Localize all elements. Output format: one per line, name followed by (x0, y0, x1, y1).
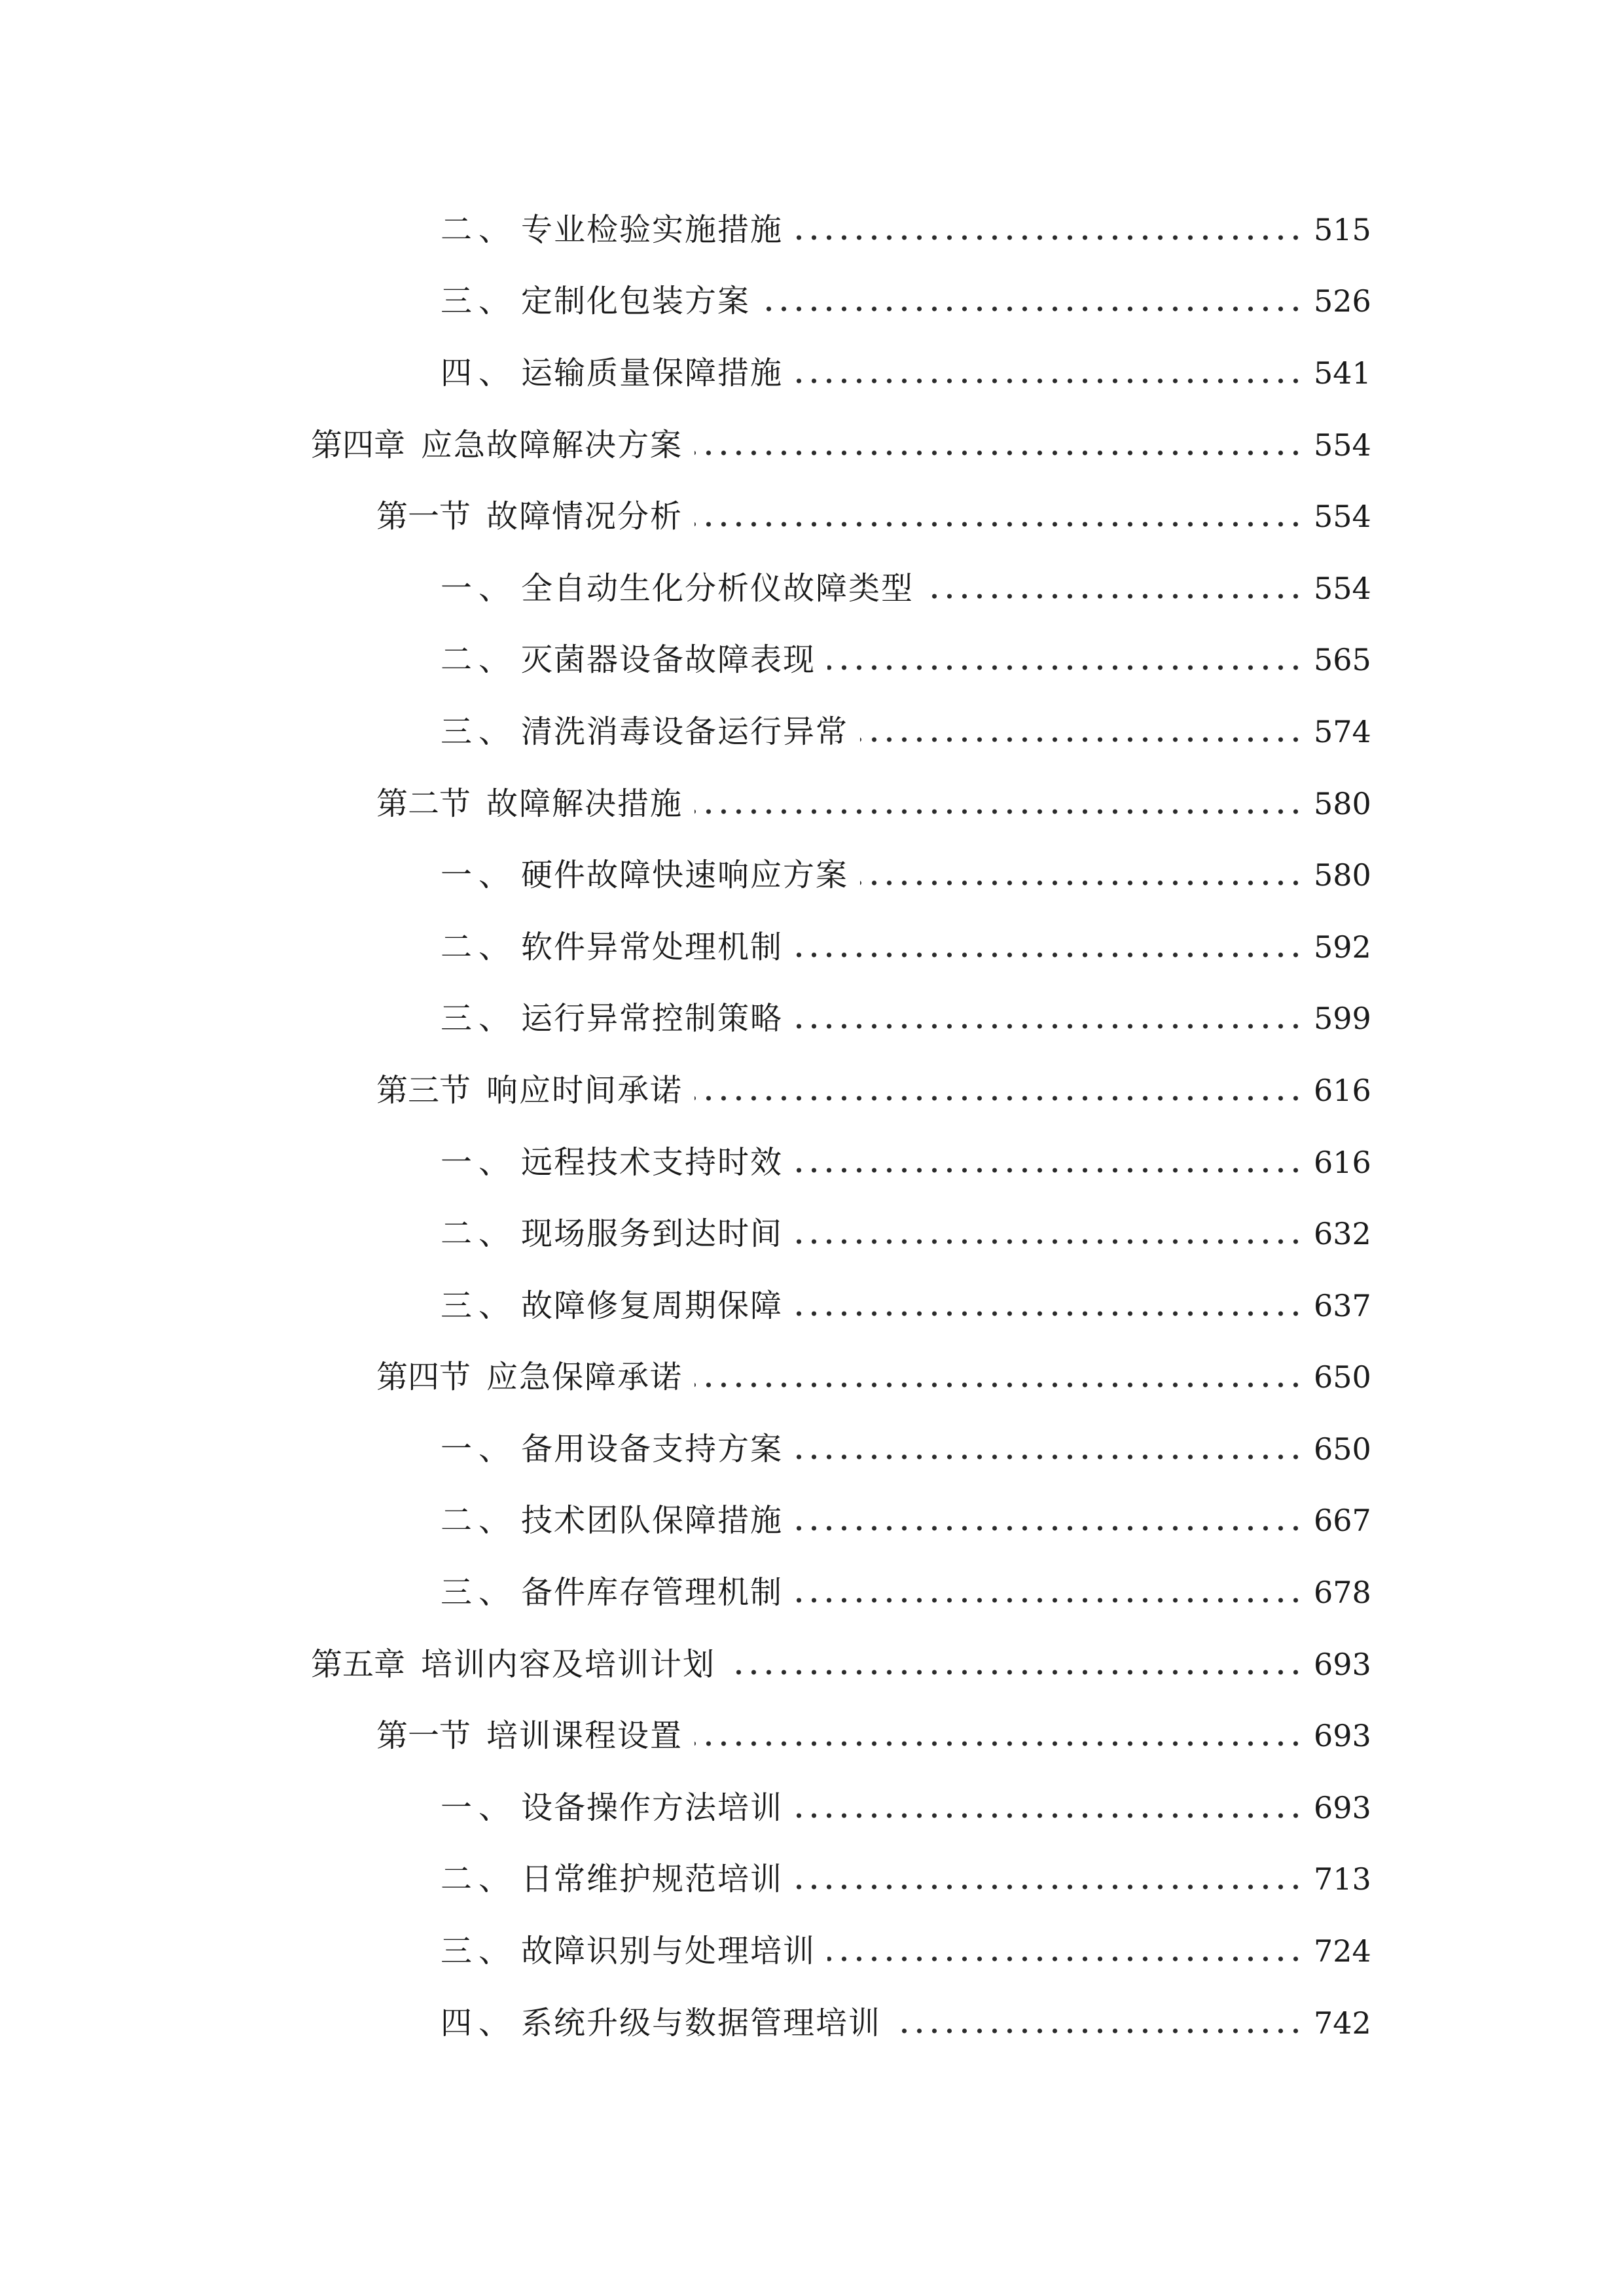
toc-entry-number: 四、 (441, 354, 517, 391)
dot-leader (795, 1239, 1303, 1244)
toc-entry-number: 第一节 (376, 1717, 471, 1755)
dot-leader (695, 1382, 1303, 1388)
dot-leader (795, 1813, 1303, 1818)
dot-leader (762, 306, 1303, 312)
dot-leader (795, 952, 1303, 958)
toc-entry-number: 一、 (441, 1143, 517, 1181)
toc-entry-title: 软件异常处理机制 (521, 928, 784, 965)
dot-leader (827, 1956, 1303, 1962)
toc-entry-page-number: 713 (1314, 1861, 1371, 1897)
toc-entry-title: 备用设备支持方案 (521, 1430, 784, 1467)
dot-leader (795, 1168, 1303, 1173)
toc-entry-number: 一、 (441, 1430, 517, 1467)
toc-entry-number: 三、 (441, 1287, 517, 1324)
toc-entry-page-number: 580 (1314, 785, 1371, 821)
toc-entry-section[interactable] (0, 1126, 1624, 1198)
toc-entry-section[interactable] (0, 624, 1624, 696)
toc-entry-section[interactable] (0, 1844, 1624, 1916)
toc-entry-number: 第五章 (311, 1645, 406, 1683)
dot-leader (795, 235, 1303, 240)
toc-entry-section[interactable] (0, 337, 1624, 409)
toc-entry-section[interactable] (0, 1485, 1624, 1557)
toc-entry-title: 应急保障承诺 (486, 1359, 683, 1396)
toc-entry-section[interactable] (0, 552, 1624, 624)
toc-entry-number: 二、 (441, 641, 517, 679)
toc-entry-part[interactable] (0, 480, 1624, 552)
toc-entry-page-number: 693 (1314, 1646, 1371, 1682)
toc-entry-page-number: 580 (1314, 857, 1371, 893)
toc-entry-page-number: 565 (1314, 642, 1371, 678)
toc-entry-title: 运行异常控制策略 (521, 1000, 784, 1037)
toc-entry-title: 专业检验实施措施 (521, 211, 784, 248)
toc-entry-page-number: 554 (1314, 499, 1371, 535)
dot-leader (727, 1670, 1303, 1675)
toc-entry-page-number: 616 (1314, 1072, 1371, 1108)
toc-entry-title: 现场服务到达时间 (521, 1215, 784, 1253)
dot-leader (795, 1598, 1303, 1603)
toc-entry-section[interactable] (0, 1556, 1624, 1628)
toc-entry-number: 三、 (441, 713, 517, 750)
toc-entry-page-number: 693 (1314, 1718, 1371, 1754)
toc-entry-number: 二、 (441, 211, 517, 248)
toc-entry-section[interactable] (0, 1413, 1624, 1485)
dot-leader (795, 1526, 1303, 1531)
toc-entry-title: 日常维护规范培训 (521, 1861, 784, 1898)
toc-entry-section[interactable] (0, 194, 1624, 266)
toc-entry-title: 故障情况分析 (486, 498, 683, 535)
toc-entry-number: 四、 (441, 2004, 517, 2041)
toc-entry-title: 培训内容及培训计划 (421, 1645, 716, 1683)
toc-entry-chapter[interactable] (0, 409, 1624, 481)
dot-leader (695, 809, 1303, 814)
toc-entry-section[interactable] (0, 911, 1624, 983)
toc-entry-title: 技术团队保障措施 (521, 1502, 784, 1539)
dot-leader (795, 1024, 1303, 1029)
toc-entry-part[interactable] (0, 1054, 1624, 1126)
toc-entry-section[interactable] (0, 1772, 1624, 1844)
toc-entry-page-number: 637 (1314, 1287, 1371, 1323)
dot-leader (795, 378, 1303, 384)
toc-entry-title: 远程技术支持时效 (521, 1143, 784, 1181)
toc-entry-title: 响应时间承诺 (486, 1071, 683, 1109)
toc-entry-page-number: 678 (1314, 1575, 1371, 1611)
toc-entry-number: 第二节 (376, 785, 471, 822)
toc-entry-number: 二、 (441, 928, 517, 965)
toc-entry-section[interactable] (0, 696, 1624, 768)
toc-entry-part[interactable] (0, 1342, 1624, 1414)
toc-entry-page-number: 616 (1314, 1144, 1371, 1180)
toc-entry-number: 第一节 (376, 498, 471, 535)
toc-entry-title: 硬件故障快速响应方案 (521, 857, 849, 894)
toc-entry-title: 故障解决措施 (486, 785, 683, 822)
toc-entry-part[interactable] (0, 1700, 1624, 1772)
toc-entry-section[interactable] (0, 983, 1624, 1055)
toc-entry-number: 二、 (441, 1861, 517, 1898)
dot-leader (695, 1096, 1303, 1101)
dot-leader (695, 450, 1303, 456)
toc-entry-section[interactable] (0, 1987, 1624, 2059)
toc-entry-page-number: 599 (1314, 1001, 1371, 1037)
toc-entry-number: 第四章 (311, 426, 406, 463)
toc-entry-title: 备件库存管理机制 (521, 1574, 784, 1611)
toc-entry-title: 定制化包装方案 (521, 283, 751, 320)
dot-leader (795, 1311, 1303, 1316)
dot-leader (827, 665, 1303, 670)
toc-entry-title: 运输质量保障措施 (521, 354, 784, 391)
toc-entry-title: 设备操作方法培训 (521, 1789, 784, 1826)
toc-entry-number: 三、 (441, 283, 517, 320)
dot-leader (860, 880, 1303, 886)
toc-entry-title: 清洗消毒设备运行异常 (521, 713, 849, 750)
toc-entry-page-number: 650 (1314, 1431, 1371, 1467)
toc-entry-page-number: 526 (1314, 283, 1371, 319)
toc-entry-page-number: 650 (1314, 1359, 1371, 1395)
dot-leader (795, 1454, 1303, 1460)
toc-entry-page-number: 554 (1314, 570, 1371, 606)
toc-entry-number: 二、 (441, 1215, 517, 1253)
toc-entry-section[interactable] (0, 1198, 1624, 1270)
toc-entry-number: 三、 (441, 1933, 517, 1970)
toc-entry-number: 三、 (441, 1574, 517, 1611)
toc-entry-chapter[interactable] (0, 1628, 1624, 1700)
toc-entry-part[interactable] (0, 768, 1624, 840)
dot-leader (795, 1884, 1303, 1890)
toc-entry-page-number: 541 (1314, 355, 1371, 391)
toc-entry-number: 三、 (441, 1000, 517, 1037)
toc-entry-number: 第三节 (376, 1071, 471, 1109)
toc-entry-title: 培训课程设置 (486, 1717, 683, 1755)
toc-entry-page-number: 515 (1314, 211, 1371, 247)
toc-entry-number: 一、 (441, 857, 517, 894)
toc-entry-page-number: 742 (1314, 2005, 1371, 2041)
toc-entry-section[interactable] (0, 1270, 1624, 1342)
toc-entry-title: 应急故障解决方案 (421, 426, 683, 463)
toc-entry-page-number: 574 (1314, 713, 1371, 749)
toc-entry-number: 一、 (441, 1789, 517, 1826)
toc-entry-section[interactable] (0, 266, 1624, 338)
toc-entry-title: 故障修复周期保障 (521, 1287, 784, 1324)
toc-entry-title: 全自动生化分析仪故障类型 (521, 569, 914, 607)
table-of-contents (0, 194, 1624, 2058)
toc-entry-number: 一、 (441, 569, 517, 607)
toc-entry-section[interactable] (0, 1915, 1624, 1987)
dot-leader (695, 522, 1303, 527)
toc-entry-number: 第四节 (376, 1359, 471, 1396)
toc-entry-page-number: 632 (1314, 1216, 1371, 1252)
toc-entry-page-number: 724 (1314, 1933, 1371, 1969)
toc-entry-page-number: 667 (1314, 1503, 1371, 1539)
toc-entry-section[interactable] (0, 839, 1624, 911)
toc-entry-page-number: 693 (1314, 1789, 1371, 1825)
dot-leader (695, 1741, 1303, 1746)
toc-entry-page-number: 592 (1314, 929, 1371, 965)
dot-leader (860, 737, 1303, 742)
toc-entry-title: 故障识别与处理培训 (521, 1933, 816, 1970)
dot-leader (893, 2028, 1303, 2034)
toc-entry-title: 灭菌器设备故障表现 (521, 641, 816, 679)
dot-leader (926, 594, 1303, 599)
toc-entry-title: 系统升级与数据管理培训 (521, 2004, 882, 2041)
toc-entry-page-number: 554 (1314, 427, 1371, 463)
toc-entry-number: 二、 (441, 1502, 517, 1539)
